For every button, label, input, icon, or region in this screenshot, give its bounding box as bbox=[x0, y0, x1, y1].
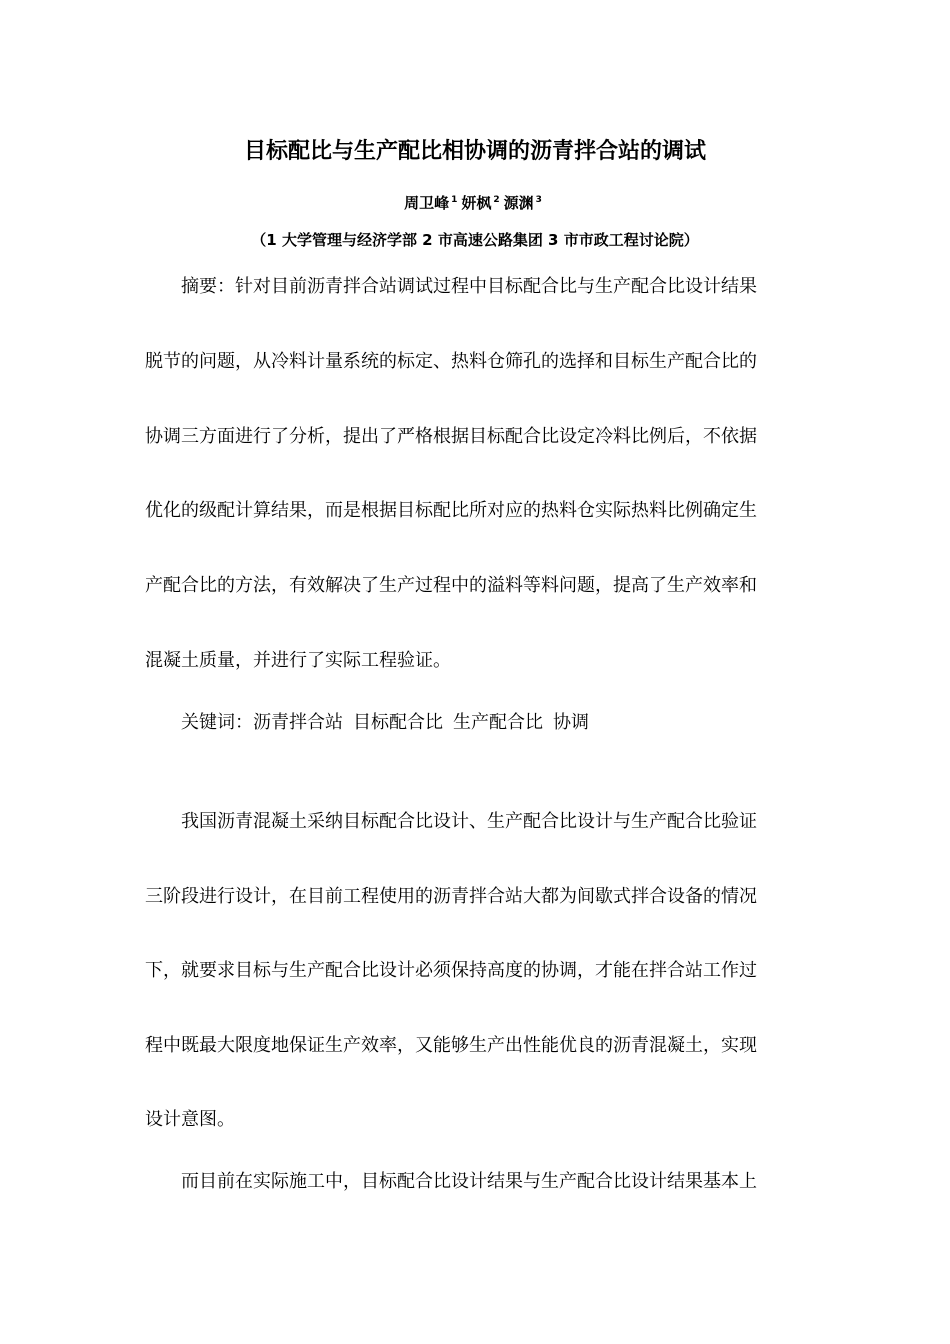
author-affiliation-mark: 3 bbox=[535, 195, 542, 205]
author-affiliation-mark: 2 bbox=[493, 195, 500, 205]
keywords-label: 关键词： bbox=[181, 712, 253, 733]
keyword-item: 沥青拌合站 bbox=[253, 712, 343, 733]
abstract-line: 混凝土质量，并进行了实际工程验证。 bbox=[145, 650, 451, 671]
abstract-line: 脱节的问题，从冷料计量系统的标定、热料仓筛孔的选择和目标生产配合比的 bbox=[145, 351, 757, 372]
body-line: 程中既最大限度地保证生产效率，又能够生产出性能优良的沥青混凝土，实现 bbox=[145, 1035, 757, 1056]
body-line: 而目前在实际施工中，目标配合比设计结果与生产配合比设计结果基本上 bbox=[181, 1171, 757, 1192]
keywords-line bbox=[181, 711, 805, 735]
affiliation-line: （1 大学管理与经济学部 2 市高速公路集团 3 市市政工程讨论院） bbox=[251, 231, 699, 249]
body-line: 我国沥青混凝土采纳目标配合比设计、生产配合比设计与生产配合比验证 bbox=[181, 811, 757, 832]
abstract-line: 摘要：针对目前沥青拌合站调试过程中目标配合比与生产配合比设计结果 bbox=[181, 276, 757, 297]
abstract-line: 产配合比的方法，有效解决了生产过程中的溢料等料问题，提高了生产效率和 bbox=[145, 575, 757, 596]
keyword-item: 协调 bbox=[553, 712, 589, 733]
abstract-line: 协调三方面进行了分析，提出了严格根据目标配合比设定冷料比例后，不依据 bbox=[145, 426, 757, 447]
abstract-line: 优化的级配计算结果，而是根据目标配比所对应的热料仓实际热料比例确定生 bbox=[145, 500, 757, 521]
body-line: 设计意图。 bbox=[145, 1109, 235, 1130]
author-name: 周卫峰 bbox=[404, 194, 450, 212]
keyword-item: 生产配合比 bbox=[453, 712, 543, 733]
author-affiliation-mark: 1 bbox=[451, 195, 458, 205]
document-title: 目标配比与生产配比相协调的沥青拌合站的调试 bbox=[243, 139, 706, 164]
author-name: 源渊 bbox=[503, 194, 534, 212]
author-line bbox=[0, 192, 950, 213]
body-line: 下，就要求目标与生产配合比设计必须保持高度的协调，才能在拌合站工作过 bbox=[145, 960, 757, 981]
body-line: 三阶段进行设计，在目前工程使用的沥青拌合站大都为间歇式拌合设备的情况 bbox=[145, 886, 757, 907]
keyword-item: 目标配合比 bbox=[353, 712, 443, 733]
author-name: 妍枫 bbox=[461, 194, 492, 212]
